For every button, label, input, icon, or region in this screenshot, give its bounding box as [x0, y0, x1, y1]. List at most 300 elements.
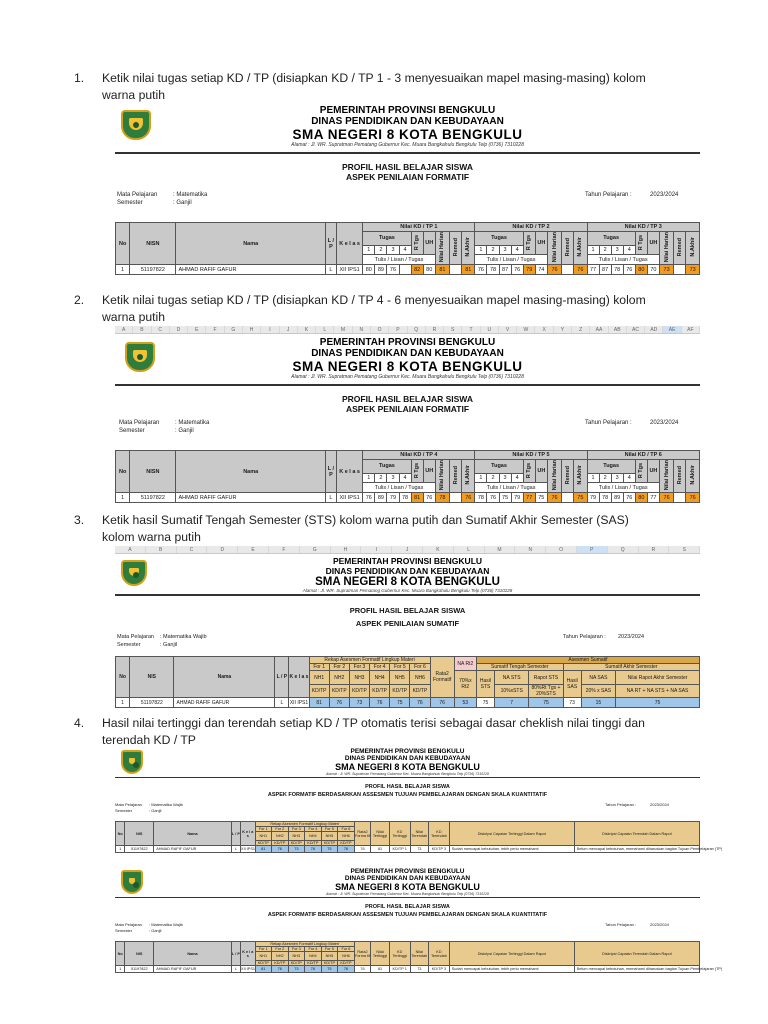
grade-input-cell[interactable]: 75 [535, 493, 547, 503]
column-letter[interactable]: A [115, 326, 133, 333]
header-nh: NH6 [338, 832, 355, 841]
formatif-value-cell: 76 [338, 966, 355, 973]
header-nh: NH3 [349, 671, 369, 685]
sub-col-2: 2 [375, 473, 387, 483]
header-kdtp: KD/TP [305, 961, 322, 966]
school-address: Alamat : Jl. WR. Supratman Pematang Gubernur Kec. Muara Bangkahulu Bengkulu Telp (0736) 7310228 [302, 588, 513, 593]
sub-col-3: 3 [387, 473, 399, 483]
header-nh: NH6 [410, 671, 430, 685]
grade-input-cell[interactable] [399, 265, 411, 275]
mapel-label: Mata Pelajaran [117, 192, 158, 198]
mapel-value: : Matematika Wajib [149, 802, 183, 807]
tulis-lisan-tugas: Tulis / Lisan / Tugas [475, 255, 547, 265]
header-for: For 4 [370, 664, 390, 671]
rata2-cell: 76 [354, 846, 371, 853]
column-letter[interactable]: D [207, 546, 238, 553]
grade-input-cell[interactable]: 89 [375, 493, 387, 503]
column-letter[interactable]: X [535, 326, 553, 333]
column-letter[interactable]: AD [645, 326, 663, 333]
tahun-value: 2023/2024 [650, 802, 669, 807]
deskripsi-table [115, 821, 723, 853]
header-for: For 1 [309, 664, 329, 671]
header-nilai-terendah: Nilai Terendah [410, 942, 429, 966]
header-nilai-harian: Nilai Harian [439, 460, 446, 491]
header-na-pct: 70%x Rt2 [454, 671, 476, 698]
formatif-value-cell: 75 [321, 966, 338, 973]
header-deskripsi-tertinggi: Diskripsi Capaian Tertinggi Dalam Rapot [449, 942, 574, 966]
header-lp: L / P [325, 223, 336, 265]
header-nh: NH2 [272, 832, 289, 841]
header-hasil-sts: Hasil STS [476, 671, 494, 698]
school-logo-icon [121, 560, 147, 586]
grade-input-cell[interactable]: 76 [623, 493, 635, 503]
cell-kelas: XII IPS1 [336, 265, 362, 275]
sheet-title: PROFIL HASIL BELAJAR SISWA [342, 162, 473, 172]
sub-col-4: 4 [511, 473, 523, 483]
grade-computed-cell: 81 [462, 265, 475, 275]
grade-table [115, 222, 700, 275]
column-letter[interactable]: AC [627, 326, 645, 333]
header-nakhir: N.Akhir [465, 465, 472, 485]
formatif-value-cell: 76 [272, 966, 289, 973]
grade-computed-cell: 81 [435, 265, 449, 275]
table-row [116, 966, 700, 973]
column-letter[interactable]: AF [682, 326, 700, 333]
sheet-meta [115, 628, 700, 652]
sub-col-1: 1 [587, 473, 599, 483]
sheet-title: PROFIL HASIL BELAJAR SISWA [349, 606, 466, 615]
grade-input-cell[interactable] [674, 493, 686, 503]
grade-input-cell[interactable]: 89 [611, 493, 623, 503]
grade-input-cell[interactable] [562, 265, 574, 275]
formatif-value-cell: 76 [305, 846, 322, 853]
grade-input-cell[interactable]: 87 [599, 265, 611, 275]
header-no: No [116, 223, 130, 265]
column-letter[interactable]: F [269, 546, 300, 553]
header-asesmen-sumatif: Asesmen Sumatif [476, 657, 699, 664]
letterhead [115, 748, 700, 778]
header-nakhir: N.Akhir [465, 237, 472, 257]
sub-col-4: 4 [399, 473, 411, 483]
column-letter[interactable]: AB [609, 326, 627, 333]
header-for: For 6 [338, 947, 355, 952]
sub-col-3: 3 [499, 473, 511, 483]
grade-input-cell[interactable] [450, 493, 462, 503]
column-letter[interactable]: I [261, 326, 279, 333]
grade-input-cell[interactable]: 76 [511, 265, 523, 275]
grade-input-cell[interactable]: 76 [423, 493, 435, 503]
column-letter[interactable]: E [238, 546, 269, 553]
sub-col-4: 4 [623, 245, 635, 255]
grade-computed-cell: 79 [523, 265, 535, 275]
column-letter[interactable]: B [146, 546, 177, 553]
header-kelas: K e l a s [241, 942, 255, 966]
grade-input-cell[interactable]: 75 [499, 493, 511, 503]
column-letter[interactable]: G [225, 326, 243, 333]
sheet-subtitle: ASPEK FORMATIF BERDASARKAN ASSESMEN TUJUAN PEMBELAJARAN DENGAN SKALA KUANTITATIF [267, 792, 548, 798]
letterhead-line1: PEMERINTAH PROVINSI BENGKULU [319, 337, 496, 348]
grade-computed-cell: 77 [523, 493, 535, 503]
letterhead [115, 102, 700, 154]
header-no: No [116, 822, 125, 846]
table-row [116, 265, 700, 275]
spreadsheet-sumatif [115, 546, 700, 710]
grade-computed-cell: 81 [411, 493, 423, 503]
header-kdtp: KD/TP [370, 685, 390, 698]
tahun-value: 2023/2024 [650, 922, 669, 927]
cell-lp: L [325, 265, 336, 275]
tahun-value: 2023/2024 [618, 634, 644, 640]
column-letter[interactable]: P [577, 546, 608, 553]
cell-nisn: 51197822 [130, 493, 176, 503]
step-text-line2: warna putih [102, 88, 166, 102]
formatif-value-cell: 73 [288, 966, 305, 973]
cell-no: 1 [116, 966, 125, 973]
column-letter[interactable]: C [152, 326, 170, 333]
grade-input-cell[interactable]: 76 [623, 265, 635, 275]
column-letter[interactable]: P [389, 326, 407, 333]
header-nilai-harian: Nilai Harian [551, 460, 558, 491]
tahun-label: Tahun Pelajaran : [563, 634, 606, 640]
school-address: Alamat : Jl. WR. Supratman Pematang Gubernur Kec. Muara Bangkahulu Bengkulu Telp (0736) 7310228 [291, 142, 524, 148]
header-nama: Nama [176, 223, 325, 265]
header-no: No [116, 451, 130, 493]
grade-input-cell[interactable]: 76 [475, 265, 487, 275]
cell-lp: L [231, 966, 240, 973]
header-nakhir: N.Akhir [577, 237, 584, 257]
sub-col-3: 3 [499, 245, 511, 255]
header-for: For 3 [288, 827, 305, 832]
cell-kelas: XII IPS1 [289, 699, 309, 706]
semester-value: : Ganjil [149, 928, 162, 933]
cell-nama: AHMAD RAFIF GAFUR [154, 846, 232, 853]
column-letter[interactable]: G [300, 546, 331, 553]
grade-input-cell[interactable]: 87 [499, 265, 511, 275]
hasil-sas-input[interactable]: 73 [563, 698, 581, 708]
sub-col-3: 3 [387, 245, 399, 255]
tahun-label: Tahun Pelajaran : [585, 420, 632, 426]
header-tugas: Tugas [587, 460, 635, 474]
rata2-cell: 76 [354, 966, 371, 973]
instruction-step-3 [74, 512, 712, 546]
step-text-line1: Hasil nilai tertinggi dan terendah setiap KD / TP otomatis terisi sebagai dasar cheklish nilai tinggi dan [102, 716, 645, 730]
header-kd-2: Nilai KD / TP 2 [475, 223, 587, 232]
grade-input-cell[interactable]: 80 [423, 265, 435, 275]
semester-value: : Ganjil [160, 642, 178, 648]
grade-computed-cell: 73 [686, 265, 700, 275]
header-tugas: Tugas [363, 232, 411, 246]
mapel-value: : Matematika [173, 192, 208, 198]
step-number: 3. [74, 513, 85, 527]
column-letter[interactable]: F [206, 326, 224, 333]
grade-input-cell[interactable]: 77 [587, 265, 599, 275]
column-letter[interactable]: J [280, 326, 298, 333]
school-name: SMA NEGERI 8 KOTA BENGKULU [292, 359, 523, 374]
step-number: 2. [74, 293, 85, 307]
kd-tertinggi-cell: KD/TP 1 [389, 846, 410, 853]
header-nilai-harian: Nilai Harian [551, 232, 558, 263]
header-rapot-sas: Nilai Rapot Akhir Semester [616, 671, 700, 685]
header-kelas: K e l a s [336, 451, 362, 493]
step-text-line2: kolom warna putih [102, 530, 201, 544]
instruction-step-1 [74, 70, 712, 104]
column-letter[interactable]: Y [554, 326, 572, 333]
mapel-value: : Matematika Wajib [160, 634, 207, 640]
header-nama: Nama [154, 822, 232, 846]
header-nilai-harian: Nilai Harian [663, 460, 670, 491]
header-for: For 2 [272, 947, 289, 952]
grade-input-cell[interactable]: 76 [363, 493, 375, 503]
sub-col-3: 3 [611, 245, 623, 255]
formatif-value-cell: 73 [288, 846, 305, 853]
grade-input-cell[interactable]: 79 [511, 493, 523, 503]
header-for: For 2 [272, 827, 289, 832]
column-letter[interactable]: H [243, 326, 261, 333]
column-letter[interactable]: T [462, 326, 480, 333]
grade-input-cell[interactable]: 78 [487, 265, 499, 275]
mapel-label: Mata Pelajaran [119, 420, 160, 426]
grade-input-cell[interactable]: 76 [487, 493, 499, 503]
na-sts-cell: 7 [495, 698, 529, 708]
header-for: For 6 [410, 664, 430, 671]
header-uh: UH [535, 232, 547, 255]
header-nh: NH3 [288, 832, 305, 841]
column-letter[interactable]: C [177, 546, 208, 553]
letterhead-line1: PEMERINTAH PROVINSI BENGKULU [332, 556, 483, 566]
grade-input-cell[interactable]: 74 [535, 265, 547, 275]
header-for: For 5 [321, 947, 338, 952]
column-letter[interactable]: L [454, 546, 485, 553]
grade-input-cell[interactable]: 70 [647, 265, 659, 275]
column-letter[interactable]: Q [608, 546, 639, 553]
school-name: SMA NEGERI 8 KOTA BENGKULU [292, 127, 523, 142]
letterhead-line1: PEMERINTAH PROVINSI BENGKULU [319, 105, 496, 116]
header-uh: UH [423, 232, 435, 255]
header-for: For 4 [305, 947, 322, 952]
tahun-label: Tahun Pelajaran : [585, 192, 632, 198]
kd-terendah-cell: KD/TP 3 [429, 846, 450, 853]
cell-nama: AHMAD RAFIF GAFUR [176, 265, 325, 275]
mapel-label: Mata Pelajaran [117, 634, 154, 640]
na-sas-cell: 15 [581, 698, 615, 708]
grade-input-cell[interactable]: 78 [399, 493, 411, 503]
deskripsi-tertinggi-cell: Sudah mencapai kebutuhan, lebih perlu memahami [449, 966, 574, 973]
header-nilai-terendah: Nilai Terendah [410, 822, 429, 846]
header-remed: Remed [564, 465, 571, 485]
header-kelas: K e l a s [336, 223, 362, 265]
mapel-value: : Matematika [175, 420, 210, 426]
header-tugas: Tugas [363, 460, 411, 474]
header-nilai-harian: Nilai Harian [439, 232, 446, 263]
column-letter[interactable]: V [499, 326, 517, 333]
sheet-title: PROFIL HASIL BELAJAR SISWA [365, 904, 450, 910]
column-letter[interactable]: W [517, 326, 535, 333]
cell-no: 1 [116, 493, 130, 503]
cell-nama: AHMAD RAFIF GAFUR [174, 698, 275, 708]
header-kelas: K e l a s [241, 822, 255, 846]
header-nh: NH2 [329, 671, 349, 685]
column-letter[interactable]: R [639, 546, 670, 553]
sheet-meta [115, 414, 700, 444]
kd-terendah-cell: KD/TP 3 [429, 966, 450, 973]
sub-col-2: 2 [487, 245, 499, 255]
header-nh: NH5 [321, 832, 338, 841]
column-letter[interactable]: M [485, 546, 516, 553]
tulis-lisan-tugas: Tulis / Lisan / Tugas [587, 483, 659, 493]
header-nis: NIS [125, 822, 154, 846]
letterhead-line1: PEMERINTAH PROVINSI BENGKULU [350, 868, 465, 875]
sheet-title: PROFIL HASIL BELAJAR SISWA [342, 394, 473, 404]
header-kdtp: KD/TP [410, 685, 430, 698]
header-nama: Nama [154, 942, 232, 966]
column-letter[interactable]: K [298, 326, 316, 333]
sheet-subtitle: ASPEK FORMATIF BERDASARKAN ASSESMEN TUJUAN PEMBELAJARAN DENGAN SKALA KUANTITATIF [267, 912, 548, 918]
column-letter[interactable]: U [481, 326, 499, 333]
column-letter[interactable]: Q [408, 326, 426, 333]
column-letter[interactable]: S [669, 546, 700, 553]
header-kd-terendah: KD Terendah [429, 822, 450, 846]
header-for: For 5 [321, 827, 338, 832]
header-kd-1: Nilai KD / TP 1 [363, 223, 475, 232]
header-for: For 6 [338, 827, 355, 832]
header-rtgs: R Tgs [638, 234, 645, 250]
grade-computed-cell: 78 [435, 493, 449, 503]
column-letter[interactable]: R [426, 326, 444, 333]
header-nh: NH5 [390, 671, 410, 685]
header-na-sas: NA SAS [581, 671, 615, 685]
grade-input-cell[interactable]: 80 [363, 265, 375, 275]
header-nakhir: N.Akhir [577, 465, 584, 485]
header-nh: NH1 [309, 671, 329, 685]
hasil-sts-input[interactable]: 75 [476, 698, 494, 708]
cell-kelas: XII IPS1 [241, 967, 255, 971]
mapel-label: Mata Pelajaran [115, 922, 142, 927]
column-letter[interactable]: D [170, 326, 188, 333]
grade-input-cell[interactable]: 79 [587, 493, 599, 503]
header-kdtp: KD/TP [272, 841, 289, 846]
grade-computed-cell: 80 [635, 493, 647, 503]
header-for: For 3 [288, 947, 305, 952]
header-uh: UH [423, 460, 435, 483]
header-kdtp: KD/TP [321, 961, 338, 966]
header-kdtp: KD/TP [349, 685, 369, 698]
spreadsheet-formatif-kd1-3 [115, 102, 700, 284]
column-header-bar [115, 326, 700, 334]
column-letter[interactable]: S [444, 326, 462, 333]
school-address: Alamat : Jl. WR. Supratman Pematang Gubernur Kec. Muara Bangkahulu Bengkulu Telp (0736) 7310228 [326, 772, 489, 776]
column-letter[interactable]: I [361, 546, 392, 553]
header-rapot-sts: Rapot STS [529, 671, 563, 685]
header-kdtp: KD/TP [309, 685, 329, 698]
cell-kelas: XII IPS1 [241, 847, 255, 851]
column-letter[interactable]: E [188, 326, 206, 333]
formatif-value-cell: 73 [349, 698, 369, 708]
header-remed: Remed [676, 237, 683, 257]
header-remed: Remed [676, 465, 683, 485]
column-letter[interactable]: N [515, 546, 546, 553]
sheet-subtitle: ASPEK PENILAIAN FORMATIF [345, 404, 470, 414]
cell-kelas: XII IPS1 [336, 493, 362, 503]
spreadsheet-formatif-kd4-6 [115, 326, 700, 512]
column-letter[interactable]: O [546, 546, 577, 553]
grade-input-cell[interactable]: 78 [599, 493, 611, 503]
table-row [116, 846, 700, 853]
header-kdtp: KD/TP [288, 961, 305, 966]
grade-input-cell[interactable]: 89 [375, 265, 387, 275]
column-letter[interactable]: N [353, 326, 371, 333]
header-sts: Sumatif Tengah Semester [476, 664, 563, 671]
grade-input-cell[interactable]: 77 [647, 493, 659, 503]
column-letter[interactable]: AA [590, 326, 608, 333]
column-letter[interactable]: K [423, 546, 454, 553]
header-nis: NIS [125, 942, 154, 966]
school-name: SMA NEGERI 8 KOTA BENGKULU [335, 882, 480, 892]
column-letter[interactable]: AE [663, 326, 681, 333]
sub-col-3: 3 [611, 473, 623, 483]
header-nh: NH5 [321, 952, 338, 961]
header-no: No [116, 942, 125, 966]
header-nh: NH3 [288, 952, 305, 961]
sheet-meta [115, 918, 700, 940]
column-letter[interactable]: J [392, 546, 423, 553]
header-kd-6: Nilai KD / TP 6 [587, 451, 700, 460]
grade-input-cell[interactable] [562, 493, 574, 503]
school-name: SMA NEGERI 8 KOTA BENGKULU [335, 762, 480, 772]
grade-input-cell[interactable]: 79 [387, 493, 399, 503]
cell-nis: 51197822 [130, 698, 174, 708]
instruction-step-4 [74, 715, 712, 749]
sumatif-table [115, 656, 700, 708]
grade-input-cell[interactable]: 78 [475, 493, 487, 503]
sub-col-1: 1 [363, 473, 375, 483]
sub-col-2: 2 [599, 245, 611, 255]
column-letter[interactable]: H [331, 546, 362, 553]
grade-input-cell[interactable]: 78 [611, 265, 623, 275]
header-nh: NH4 [305, 952, 322, 961]
header-nakhir: N.Akhir [689, 237, 696, 257]
header-nama: Nama [174, 657, 275, 698]
column-letter[interactable]: M [334, 326, 352, 333]
column-letter[interactable]: B [133, 326, 151, 333]
school-logo-icon [121, 750, 143, 774]
header-nh: NH6 [338, 952, 355, 961]
sheet-subtitle: ASPEK PENILAIAN SUMATIF [355, 619, 460, 628]
tulis-lisan-tugas: Tulis / Lisan / Tugas [363, 255, 435, 265]
mapel-label: Mata Pelajaran [115, 802, 142, 807]
table-row [116, 698, 700, 708]
sub-col-1: 1 [587, 245, 599, 255]
header-rata2: Rata2 Forma tif [354, 822, 371, 846]
column-letter[interactable]: L [316, 326, 334, 333]
header-nh: NH1 [255, 952, 272, 961]
header-nisn: NISN [130, 451, 176, 493]
column-letter[interactable]: Z [572, 326, 590, 333]
grade-computed-cell: 82 [411, 265, 423, 275]
header-lp: L / P [275, 657, 289, 698]
deskripsi-terendah-cell: Belum mencapai kebutuhan, memahami diharuskan bagian Tujuan Pembelajaran (TP) [574, 846, 699, 853]
header-hasil-sas: Hasil SAS [563, 671, 581, 698]
header-nh: NH4 [305, 832, 322, 841]
column-letter[interactable]: A [115, 546, 146, 553]
grade-input-cell[interactable] [674, 265, 686, 275]
grade-input-cell[interactable]: 76 [387, 265, 399, 275]
sub-col-4: 4 [511, 245, 523, 255]
column-letter[interactable]: O [371, 326, 389, 333]
step-number: 4. [74, 716, 85, 730]
grade-input-cell[interactable] [450, 265, 462, 275]
header-remed: Remed [452, 237, 459, 257]
header-kdtp: KD/TP [305, 841, 322, 846]
